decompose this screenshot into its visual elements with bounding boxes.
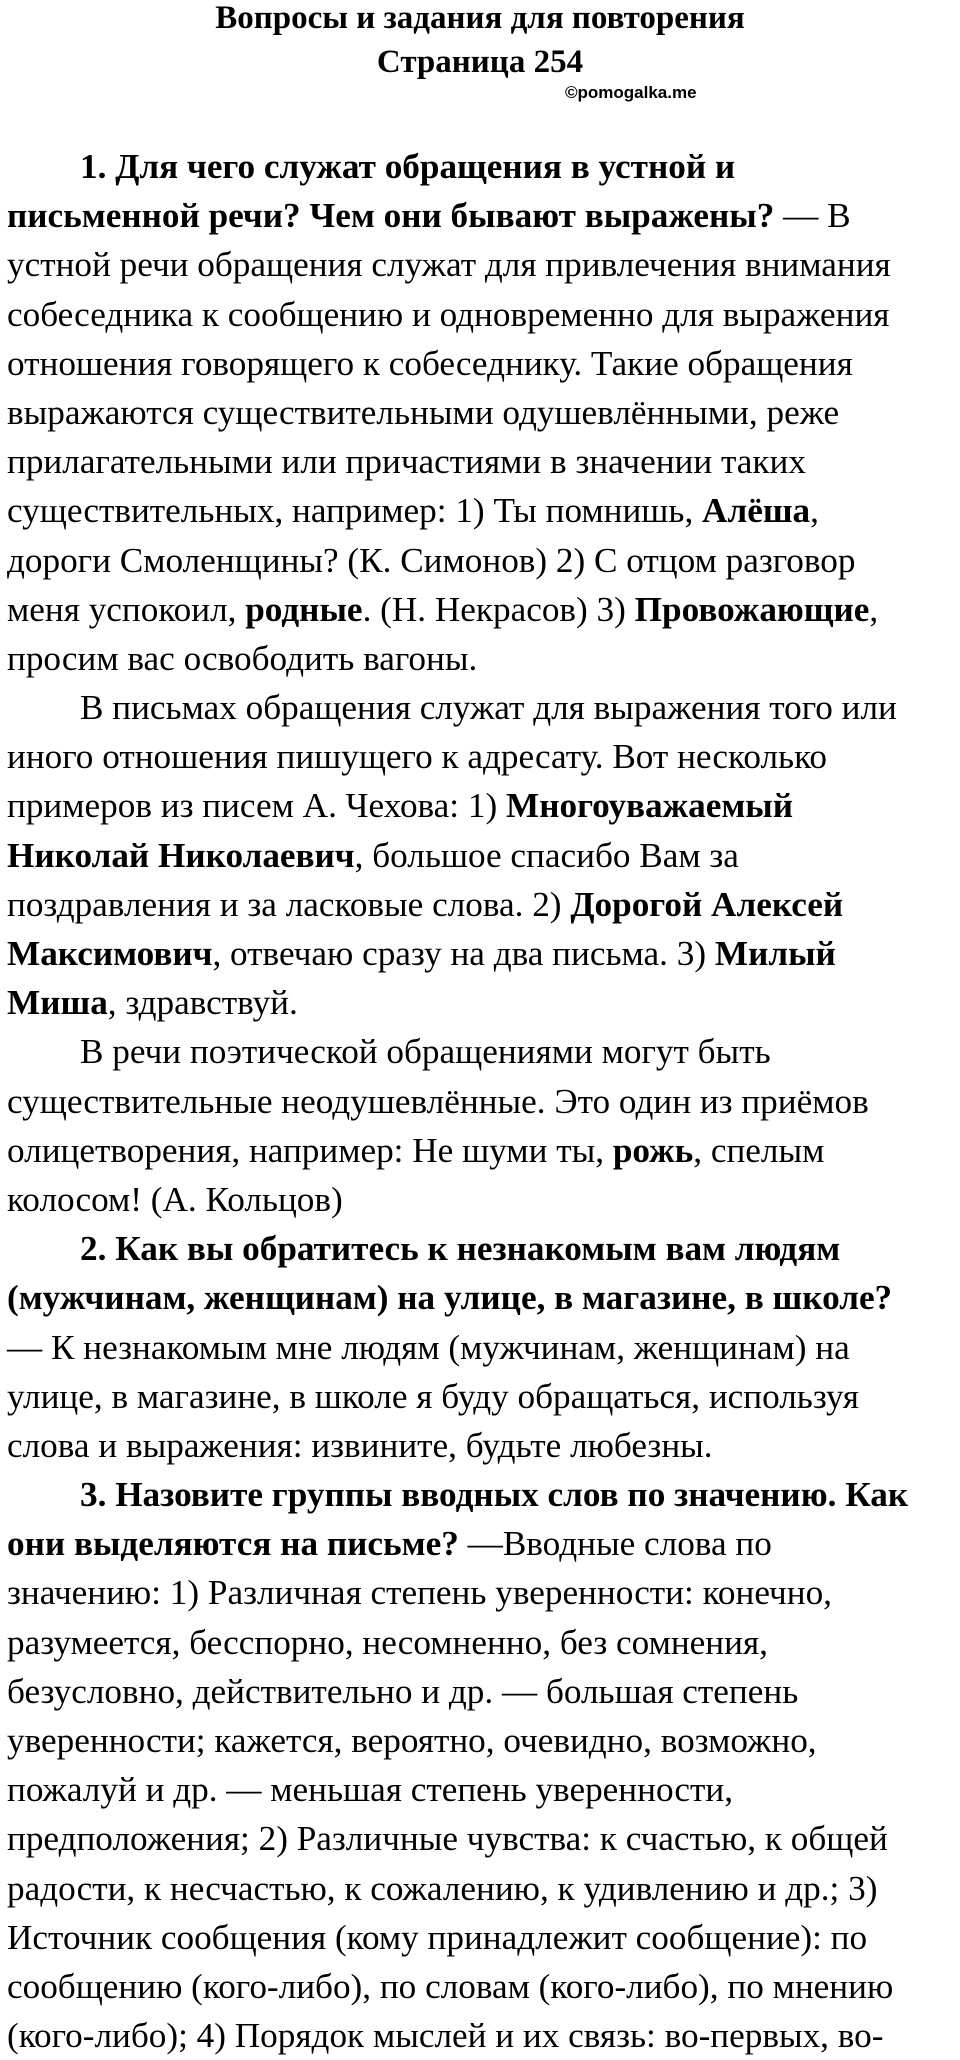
text-run: , большое спасибо Вам за xyxy=(354,835,739,875)
text-run: предположения; 2) Различные чувства: к счастью, к общей xyxy=(7,1819,888,1859)
text-line xyxy=(7,2011,957,2060)
text-run: поздравления и за ласковые слова. 2) xyxy=(7,884,571,924)
text-run: олицетворения, например: Не шуми ты, xyxy=(7,1130,613,1170)
text-run: просим вас освободить вагоны. xyxy=(7,638,478,678)
text-line xyxy=(7,978,957,1027)
body-text xyxy=(7,142,957,2060)
text-run: прилагательными или причастиями в значении таких xyxy=(7,442,806,482)
text-run: радости, к несчастью, к сожалению, к удивлению и др.; 3) xyxy=(7,1868,878,1908)
text-line xyxy=(7,781,957,830)
bold-text: Дорогой Алексей xyxy=(570,884,844,924)
text-line xyxy=(7,585,957,634)
text-line xyxy=(7,1126,957,1175)
text-line xyxy=(7,634,957,683)
text-line xyxy=(7,191,957,240)
text-run: колосом! (А. Кольцов) xyxy=(7,1179,343,1219)
text-line xyxy=(7,831,957,880)
text-run: меня успокоил, xyxy=(7,589,246,629)
text-run: В письмах обращения служат для выражения того или xyxy=(80,688,897,728)
text-run: существительных, например: 1) Ты помнишь, xyxy=(7,491,703,531)
text-run: , отвечаю сразу на два письма. 3) xyxy=(212,934,715,973)
text-line xyxy=(7,1765,957,1814)
text-line xyxy=(7,1372,957,1421)
page-number-heading: Страница 254 xyxy=(376,44,584,80)
text-run: В речи поэтической обращениями могут быть xyxy=(80,1032,771,1072)
text-run: примеров из писем А. Чехова: 1) xyxy=(7,786,506,826)
text-run: , xyxy=(810,491,819,531)
text-line xyxy=(7,1913,957,1962)
text-run: — К незнакомым мне людям (мужчинам, женщинам) на xyxy=(7,1327,850,1367)
bold-text: Провожающие xyxy=(634,589,870,629)
text-run: разумеется, бесспорно, несомненно, без сомнения, xyxy=(7,1622,768,1662)
text-run: —Вводные слова по xyxy=(458,1524,772,1564)
text-run: отношения говорящего к собеседнику. Такие обращения xyxy=(7,343,853,383)
header xyxy=(0,0,960,84)
text-line xyxy=(7,1224,957,1273)
text-line xyxy=(7,929,957,978)
bold-text: они выделяются на письме? xyxy=(7,1524,459,1564)
text-run: дороги Смоленщины? (К. Симонов) 2) С отцом разговор xyxy=(7,540,856,580)
text-line xyxy=(7,240,957,289)
bold-text: Максимович xyxy=(7,934,213,973)
watermark: ©pomogalka.me xyxy=(565,83,697,102)
text-line xyxy=(7,437,957,486)
text-line xyxy=(7,1421,957,1470)
text-line xyxy=(7,732,957,781)
bold-text: Миша xyxy=(7,983,108,1023)
text-run: (кого-либо); 4) Порядок мыслей и их связь: во-первых, во- xyxy=(7,2016,884,2056)
text-run: . (Н. Некрасов) 3) xyxy=(362,589,635,629)
text-line xyxy=(7,388,957,437)
bold-text: (мужчинам, женщинам) на улице, в магазине, в школе? xyxy=(7,1278,893,1318)
bold-text: рожь xyxy=(612,1130,694,1170)
text-line xyxy=(7,1716,957,1765)
text-line xyxy=(7,1618,957,1667)
page-title: Вопросы и задания для повторения xyxy=(215,0,745,36)
text-line xyxy=(7,1519,957,1568)
text-line xyxy=(7,142,957,191)
text-run: слова и выражения: извините, будьте любезны. xyxy=(7,1425,713,1465)
text-run: , здравствуй. xyxy=(107,983,298,1023)
text-line xyxy=(7,1470,957,1519)
text-run: пожалуй и др. — меньшая степень уверенности, xyxy=(7,1770,734,1810)
text-line xyxy=(7,1667,957,1716)
text-run: иного отношения пишущего к адресату. Вот несколько xyxy=(7,737,827,777)
text-line xyxy=(7,1864,957,1913)
text-run: , xyxy=(869,589,879,629)
text-run: улице, в магазине, в школе я буду обращаться, используя xyxy=(7,1376,859,1416)
text-run: , спелым xyxy=(693,1130,825,1170)
bold-text: Многоуважаемый xyxy=(505,786,794,826)
text-run: значению: 1) Различная степень уверенности: конечно, xyxy=(7,1573,832,1613)
bold-text: письменной речи? Чем они бывают выражены? xyxy=(7,196,775,236)
text-line xyxy=(7,290,957,339)
text-run: устной речи обращения служат для привлечения внимания xyxy=(7,245,891,285)
text-run: существительные неодушевлённые. Это один из приёмов xyxy=(7,1081,869,1121)
text-line xyxy=(7,683,957,732)
text-line xyxy=(7,1323,957,1372)
bold-text: 2. Как вы обратитесь к незнакомым вам людям xyxy=(80,1229,841,1269)
text-line xyxy=(7,1077,957,1126)
bold-text: 3. Назовите группы вводных слов по значению. Как xyxy=(80,1475,909,1515)
text-line xyxy=(7,1175,957,1224)
text-line xyxy=(7,1027,957,1076)
text-run: собеседника к сообщению и одновременно для выражения xyxy=(7,294,890,334)
text-line xyxy=(7,1568,957,1617)
text-line xyxy=(7,486,957,535)
text-line xyxy=(7,1962,957,2011)
bold-text: родные xyxy=(245,589,363,629)
text-run: безусловно, действительно и др. — большая степень xyxy=(7,1671,799,1711)
text-line xyxy=(7,1814,957,1863)
text-run: уверенности; кажется, вероятно, очевидно, возможно, xyxy=(7,1721,817,1760)
text-line xyxy=(7,536,957,585)
text-run: — В xyxy=(774,196,851,236)
text-line xyxy=(7,880,957,929)
text-run: сообщению (кого-либо), по словам (кого-либо), по мнению xyxy=(7,1966,894,2006)
bold-text: 1. Для чего служат обращения в устной и xyxy=(80,147,736,186)
text-run: выражаются существительными одушевлёнными, реже xyxy=(7,392,840,432)
text-run: Источник сообщения (кому принадлежит сообщение): по xyxy=(7,1917,868,1957)
bold-text: Алёша xyxy=(702,491,811,531)
text-line xyxy=(7,1273,957,1322)
text-line xyxy=(7,339,957,388)
bold-text: Милый xyxy=(714,934,836,973)
bold-text: Николай Николаевич xyxy=(7,835,355,875)
